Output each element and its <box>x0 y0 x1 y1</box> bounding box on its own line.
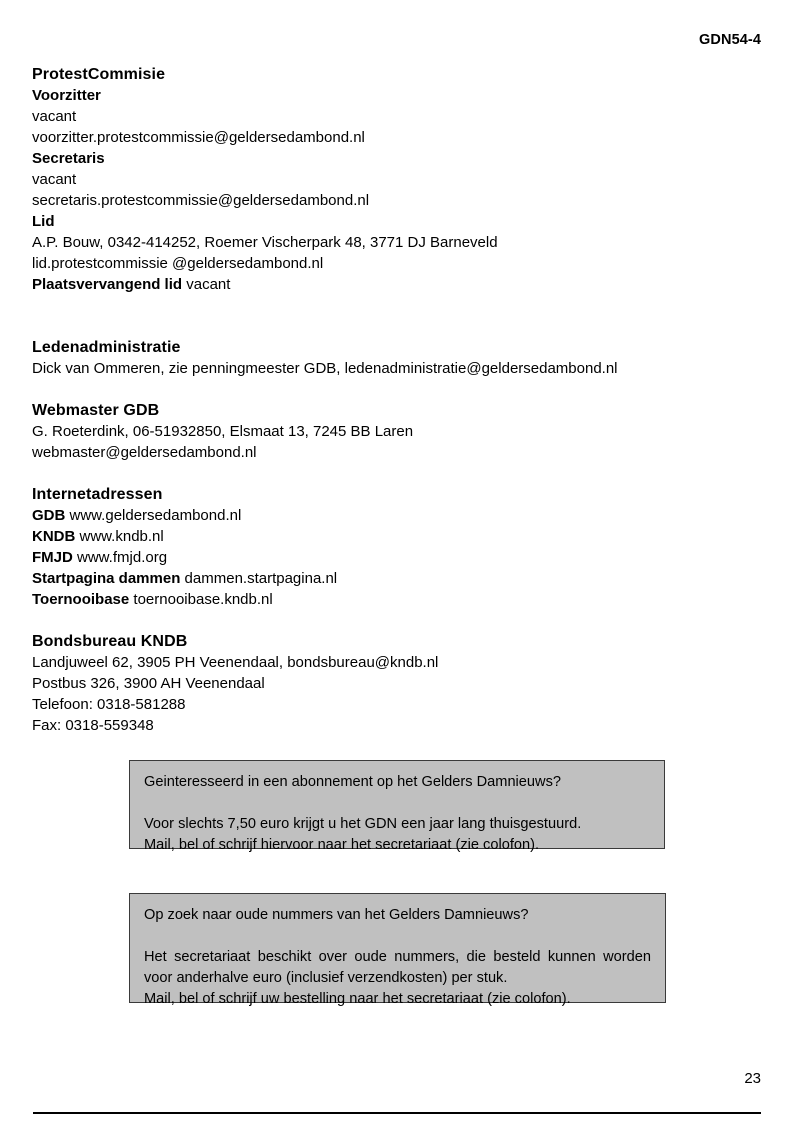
notice-subscribe-line-1: Voor slechts 7,50 euro krijgt u het GDN een jaar lang thuisgestuurd. <box>144 816 582 832</box>
internet-entry-label: GDB <box>32 507 66 524</box>
section-title-webmaster: Webmaster GDB <box>32 402 160 419</box>
notice-back-issues-line-2: Mail, bel of schrijf uw bestelling naar het secretariaat (zie colofon). <box>144 991 571 1007</box>
bondsbureau-address-line: Landjuweel 62, 3905 PH Veenendaal, bondsbureau@kndb.nl <box>32 654 439 671</box>
document-header-issue-code: GDN54-4 <box>699 32 761 48</box>
section-ledenadministratie <box>32 337 732 379</box>
role-deputy <box>32 274 732 295</box>
footer-divider <box>33 1112 761 1114</box>
role-label-voorzitter: Voorzitter <box>32 87 101 104</box>
role-name-voorzitter: vacant <box>32 108 77 125</box>
section-title-internetadressen: Internetadressen <box>32 486 163 503</box>
section-title-protestcommisie: ProtestCommisie <box>32 66 166 83</box>
notice-box-back-issues <box>129 893 666 1007</box>
internet-entry-fmjd <box>32 547 732 568</box>
role-email-voorzitter: voorzitter.protestcommissie@geldersedambond.nl <box>32 129 365 146</box>
internet-entry-label: Toernooibase <box>32 591 130 608</box>
bondsbureau-telephone-line: Telefoon: 0318-581288 <box>32 696 186 713</box>
section-webmaster <box>32 400 732 463</box>
document-body <box>32 64 732 736</box>
section-title-bondsbureau: Bondsbureau KNDB <box>32 633 188 650</box>
section-title-ledenadministratie: Ledenadministratie <box>32 339 181 356</box>
notice-back-issues-line-1: Het secretariaat beschikt over oude nummers, die besteld kunnen worden voor anderhalve euro (inclusief verzendkosten) per stuk. <box>144 949 651 986</box>
internet-entry-label: Startpagina dammen <box>32 570 181 587</box>
page-number: 23 <box>744 1070 761 1087</box>
section-gap <box>32 610 732 631</box>
role-email-lid: lid.protestcommissie @geldersedambond.nl <box>32 255 324 272</box>
role-label-deputy: Plaatsvervangend lid <box>32 276 183 293</box>
webmaster-email: webmaster@geldersedambond.nl <box>32 444 257 461</box>
internet-entry-toernooibase <box>32 589 732 610</box>
role-name-secretaris: vacant <box>32 171 77 188</box>
role-email-secretaris: secretaris.protestcommissie@geldersedambond.nl <box>32 192 370 209</box>
section-gap <box>32 295 732 337</box>
role-name-lid: A.P. Bouw, 0342-414252, Roemer Vischerpark 48, 3771 DJ Barneveld <box>32 234 498 251</box>
section-protestcommisie <box>32 64 732 295</box>
notice-subscribe-heading: Geinteresseerd in een abonnement op het Gelders Damnieuws? <box>144 774 561 790</box>
internet-entry-kndb <box>32 526 732 547</box>
internet-entry-url[interactable]: www.fmjd.org <box>77 549 168 566</box>
role-value-deputy: vacant <box>186 276 231 293</box>
internet-entry-url[interactable]: www.geldersedambond.nl <box>69 507 242 524</box>
notice-subscribe-spacer <box>144 793 650 814</box>
notice-back-issues-heading: Op zoek naar oude nummers van het Gelders Damnieuws? <box>144 907 529 923</box>
role-label-secretaris: Secretaris <box>32 150 105 167</box>
internet-entry-startpagina <box>32 568 732 589</box>
internet-entry-url[interactable]: www.kndb.nl <box>79 528 164 545</box>
role-label-lid: Lid <box>32 213 55 230</box>
notice-back-issues-spacer <box>144 926 651 947</box>
section-gap <box>32 463 732 484</box>
section-internetadressen <box>32 484 732 610</box>
internet-entry-url[interactable]: dammen.startpagina.nl <box>184 570 338 587</box>
webmaster-contact-line: G. Roeterdink, 06-51932850, Elsmaat 13, 7245 BB Laren <box>32 423 414 440</box>
ledenadministratie-contact-line: Dick van Ommeren, zie penningmeester GDB, ledenadministratie@geldersedambond.nl <box>32 360 618 377</box>
section-gap <box>32 379 732 400</box>
notice-subscribe-line-2: Mail, bel of schrijf hiervoor naar het secretariaat (zie colofon). <box>144 837 540 853</box>
bondsbureau-postbus-line: Postbus 326, 3900 AH Veenendaal <box>32 675 265 692</box>
internet-entry-label: KNDB <box>32 528 76 545</box>
notice-box-subscribe <box>129 760 665 853</box>
section-bondsbureau <box>32 631 732 736</box>
internet-entry-gdb <box>32 505 732 526</box>
bondsbureau-fax-line: Fax: 0318-559348 <box>32 717 154 734</box>
internet-entry-label: FMJD <box>32 549 73 566</box>
internet-entry-url[interactable]: toernooibase.kndb.nl <box>133 591 273 608</box>
